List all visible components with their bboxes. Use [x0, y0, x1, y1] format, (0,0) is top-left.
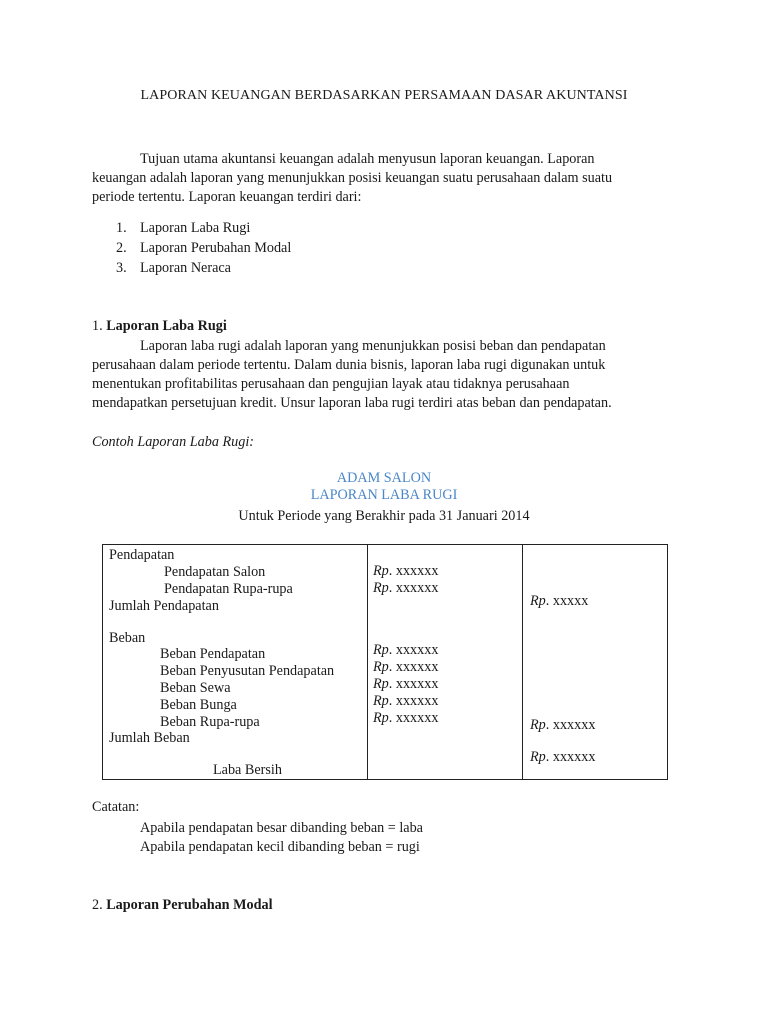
currency-label: Rp	[373, 642, 389, 658]
row-label-beban-item: Beban Sewa	[160, 680, 231, 696]
amount-value: . xxxxxx	[388, 693, 439, 709]
amount-value: . xxxxxx	[545, 717, 596, 733]
section-1-line-1: Laporan laba rugi adalah laporan yang menunjukkan posisi beban dan pendapatan	[140, 338, 606, 354]
currency-label: Rp	[373, 710, 389, 726]
list-number: 3.	[116, 260, 127, 276]
amount-value: . xxxxxx	[388, 642, 439, 658]
amount-beban-item	[373, 710, 438, 727]
total-laba-bersih	[530, 749, 595, 766]
currency-label: Rp	[373, 563, 389, 579]
amount-value: . xxxxxx	[388, 580, 439, 596]
amount-beban-item	[373, 693, 438, 710]
notes-label: Catatan:	[92, 799, 140, 815]
document-title: LAPORAN KEUANGAN BERDASARKAN PERSAMAAN DASAR AKUNTANSI	[140, 88, 628, 103]
list-item: Laporan Neraca	[140, 260, 231, 276]
report-company: ADAM SALON	[336, 470, 432, 486]
intro-line-2: keuangan adalah laporan yang menunjukkan posisi keuangan suatu perusahaan dalam suatu	[92, 170, 613, 186]
row-label-pendapatan-rupa: Pendapatan Rupa-rupa	[164, 581, 293, 597]
amount-beban-item	[373, 676, 438, 693]
row-label-beban-item: Beban Penyusutan Pendapatan	[160, 663, 335, 679]
list-number: 2.	[116, 240, 127, 256]
total-beban	[530, 717, 595, 734]
amount-beban-item	[373, 642, 438, 659]
row-label-pendapatan: Pendapatan	[109, 547, 175, 563]
row-label-jumlah-pendapatan: Jumlah Pendapatan	[109, 598, 219, 614]
notes-line-1: Apabila pendapatan besar dibanding beban = laba	[140, 820, 423, 836]
list-number: 1.	[116, 220, 127, 236]
report-name: LAPORAN LABA RUGI	[310, 487, 458, 503]
section-2-heading	[92, 897, 273, 914]
column-divider	[367, 545, 368, 779]
amount-beban-item	[373, 659, 438, 676]
amount-value: . xxxxxx	[388, 659, 439, 675]
currency-label: Rp	[530, 717, 546, 733]
column-divider	[522, 545, 523, 779]
intro-line-1: Tujuan utama akuntansi keuangan adalah menyusun laporan keuangan. Laporan	[140, 151, 595, 167]
section-number: 1.	[92, 318, 103, 334]
section-title: Laporan Perubahan Modal	[106, 897, 273, 913]
amount-pendapatan-salon	[373, 563, 438, 580]
row-label-pendapatan-salon: Pendapatan Salon	[164, 564, 266, 580]
currency-label: Rp	[530, 593, 546, 609]
row-label-laba-bersih: Laba Bersih	[213, 762, 282, 778]
section-1-line-2: perusahaan dalam periode tertentu. Dalam dunia bisnis, laporan laba rugi digunakan untuk	[92, 357, 606, 373]
row-label-beban-item: Beban Rupa-rupa	[160, 714, 260, 730]
list-item: Laporan Perubahan Modal	[140, 240, 292, 256]
example-label: Contoh Laporan Laba Rugi:	[92, 434, 254, 450]
amount-pendapatan-rupa	[373, 580, 438, 597]
amount-value: . xxxxxx	[388, 676, 439, 692]
currency-label: Rp	[373, 659, 389, 675]
section-1-line-3: menentukan profitabilitas perusahaan dan pengujian layak atau tidaknya perusahaan	[92, 376, 570, 392]
row-label-beban-item: Beban Pendapatan	[160, 646, 266, 662]
amount-value: . xxxxxx	[388, 710, 439, 726]
row-label-beban: Beban	[109, 630, 146, 646]
intro-line-3: periode tertentu. Laporan keuangan terdiri dari:	[92, 189, 362, 205]
currency-label: Rp	[373, 580, 389, 596]
income-statement-table	[102, 544, 668, 780]
currency-label: Rp	[373, 676, 389, 692]
section-1-line-4: mendapatkan persetujuan kredit. Unsur laporan laba rugi terdiri atas beban dan pendapatan.	[92, 395, 612, 411]
amount-value: . xxxxxx	[388, 563, 439, 579]
row-label-beban-item: Beban Bunga	[160, 697, 237, 713]
notes-line-2: Apabila pendapatan kecil dibanding beban = rugi	[140, 839, 420, 855]
report-period: Untuk Periode yang Berakhir pada 31 Januari 2014	[238, 508, 530, 524]
amount-value: . xxxxxx	[545, 749, 596, 765]
section-1-heading	[92, 318, 227, 335]
currency-label: Rp	[530, 749, 546, 765]
section-number: 2.	[92, 897, 103, 913]
row-label-jumlah-beban: Jumlah Beban	[109, 730, 190, 746]
section-title: Laporan Laba Rugi	[106, 318, 227, 334]
list-item: Laporan Laba Rugi	[140, 220, 251, 236]
total-pendapatan	[530, 593, 588, 610]
amount-value: . xxxxx	[545, 593, 589, 609]
currency-label: Rp	[373, 693, 389, 709]
